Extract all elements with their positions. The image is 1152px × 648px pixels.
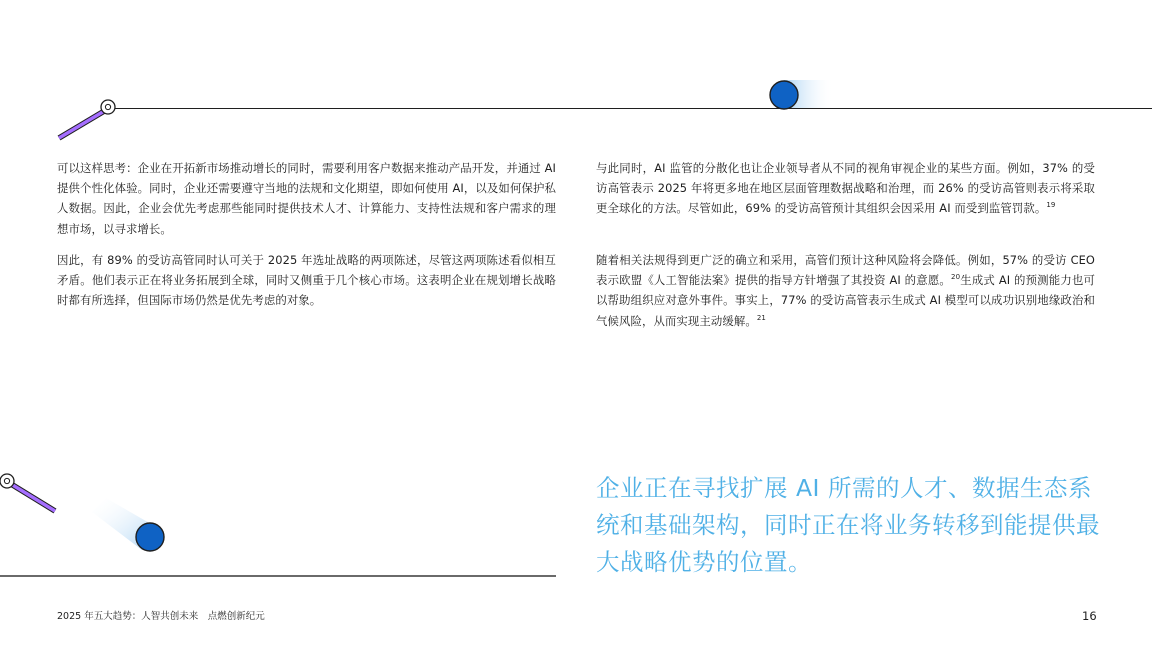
top-divider-line xyxy=(108,108,1152,109)
pull-quote: 企业正在寻找扩展 AI 所需的人才、数据生态系统和基础架构，同时正在将业务转移到能提供最大战略优势的位置。 xyxy=(596,474,1100,576)
decorative-blue-ball-top xyxy=(766,78,836,112)
right-paragraph-1-text: 与此同时，AI 监管的分散化也让企业领导者从不同的视角审视企业的某些方面。例如，37% 的受访高管表示 2025 年将更多地在地区层面管理数据战略和治理，而 26% 的受访高管则表示将采取更全球化的方法。尽管如此，69% 的受访高管预计其组织会因采用 AI 而受到监管罚款。 xyxy=(596,161,1095,216)
right-paragraph-2-text-b: 生成式 AI 的预测能力也可以帮助组织应对意外事件。事实上，77% 的受访高管表示生成式 AI 模型可以成功识别地缘政治和气候风险，从而实现主动缓解。 xyxy=(596,273,1096,328)
footnote-ref-19: 19 xyxy=(1046,201,1056,210)
footnote-ref-21: 21 xyxy=(756,313,766,322)
right-paragraph-2-text-a: 随着相关法规得到更广泛的确立和采用，高管们预计这种风险将会降低。例如，57% 的受访 CEO 表示欧盟《人工智能法案》提供的指导方针增强了其投资 AI 的意愿。 xyxy=(596,253,1095,288)
right-paragraph-1 xyxy=(596,158,1095,219)
decorative-blue-ball-bottom xyxy=(92,498,170,558)
footer-report-title: 2025 年五大趋势：人智共创未来 点燃创新纪元 xyxy=(57,611,265,622)
left-paragraph-1: 可以这样思考：企业在开拓新市场推动增长的同时，需要利用客户数据来推动产品开发，并通过 AI 提供个性化体验。同时，企业还需要遵守当地的法规和文化期望，即如何使用 AI，以及如何保护私人数据。因此，企业会优先考虑那些能同时提供技术人才、计算能力、支持性法规和客户需求的理想市场，以寻求增长。 xyxy=(57,161,556,236)
decorative-node-stick-bottom-left xyxy=(0,470,64,518)
right-paragraph-2 xyxy=(596,250,1095,331)
page-number: 16 xyxy=(1082,609,1097,623)
decorative-node-stick-top-left xyxy=(50,94,120,144)
footnote-ref-20: 20 xyxy=(951,273,961,282)
bottom-divider-line xyxy=(0,575,556,577)
left-paragraph-2: 因此，有 89% 的受访高管同时认可关于 2025 年选址战略的两项陈述，尽管这两项陈述看似相互矛盾。他们表示正在将业务拓展到全球，同时又侧重于几个核心市场。这表明企业在规划增长战略时都有所选择，但国际市场仍然是优先考虑的对象。 xyxy=(57,253,556,308)
